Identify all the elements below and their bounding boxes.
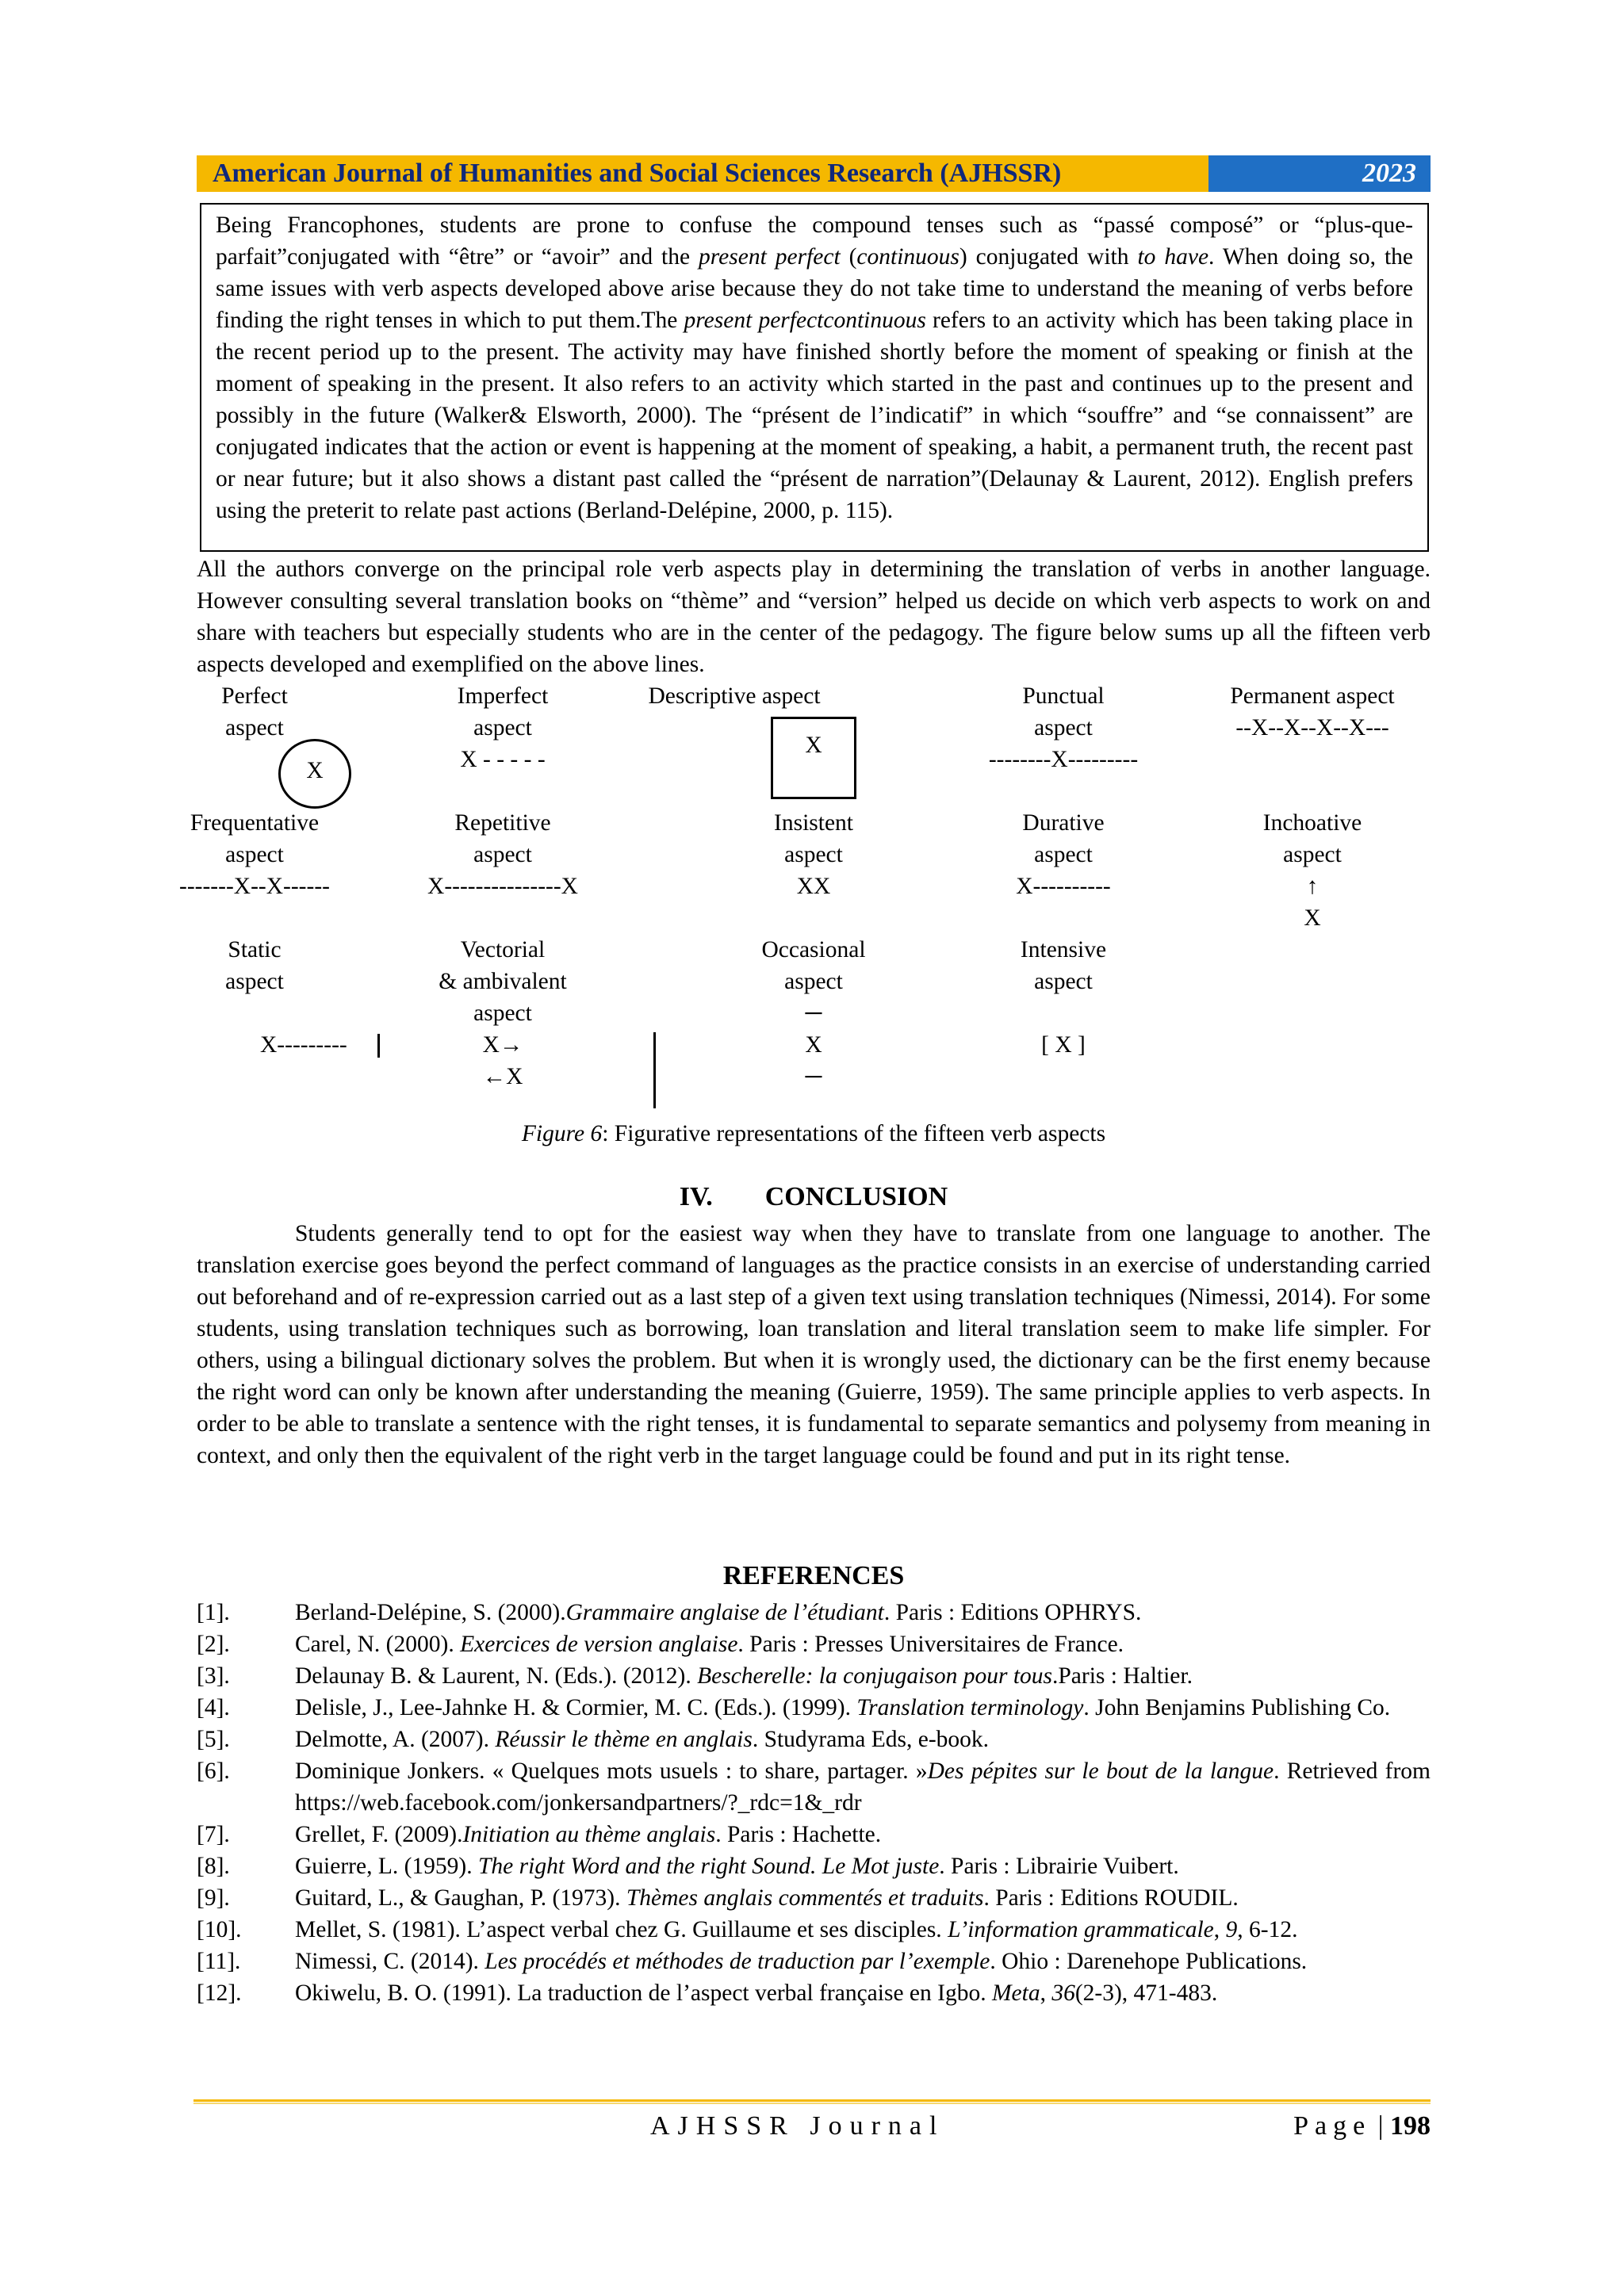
vectorial-aspect-label: Vectorial & ambivalent aspect bbox=[439, 937, 567, 1026]
reference-item bbox=[197, 1946, 1431, 1977]
reference-number: [7]. bbox=[197, 1822, 230, 1847]
references-list bbox=[197, 1597, 1431, 2009]
reference-item bbox=[197, 1850, 1431, 1882]
reference-item bbox=[197, 1692, 1431, 1724]
repetitive-aspect-symbol: X---------------X bbox=[427, 874, 578, 899]
permanent-aspect-symbol: --X--X--X--X--- bbox=[1235, 715, 1389, 740]
durative-aspect-symbol: X---------- bbox=[1016, 874, 1111, 899]
reference-text: Delisle, J., Lee-Jahnke H. & Cormier, M. C. (Eds.). (1999). Translation terminology. John Benjamins Publishing Co. bbox=[295, 1695, 1391, 1720]
reference-text: Carel, N. (2000). Exercices de version anglaise. Paris : Presses Universitaires de France. bbox=[295, 1632, 1124, 1657]
footer-rule bbox=[193, 2099, 1431, 2104]
footer-page: Page | 198 bbox=[1293, 2111, 1431, 2141]
occasional-aspect-symbol: X bbox=[805, 1032, 822, 1058]
box-text-segment: Being Francophones, students are prone to confuse the compound tenses such as “passé composé” or “plus-que-parfait”conjugated with “être” or “avoir” and the bbox=[216, 212, 1413, 270]
conclusion-section bbox=[197, 1218, 1431, 1471]
box-text-segment: ) conjugated with bbox=[959, 244, 1138, 270]
reference-number: [6]. bbox=[197, 1758, 230, 1784]
conclusion-paragraph: Students generally tend to opt for the easiest way when they have to translate from one language to another. The translation exercise goes beyond the perfect command of languages as the practice consists in an exercise of understanding carried out beforehand and of re-expression carried out as a last step of a given text using translation techniques (Nimessi, 2014). For some students, using translation techniques such as borrowing, loan translation and literal translation seem to make life simpler. For others, using a bilingual dictionary solves the problem. But when it is wrongly used, the dictionary can be the first enemy because the right word can only be known after understanding the meaning (Guierre, 1959). The same principle applies to verb aspects. In order to be able to translate a sentence with the right tenses, it is fundamental to separate semantics and polysemy from meaning in context, and only then the equivalent of the right verb in the target language could be found and put in its right tense. bbox=[197, 1221, 1431, 1468]
figure-caption: Figure 6: Figurative representations of the fifteen verb aspects bbox=[521, 1121, 1106, 1146]
reference-number: [12]. bbox=[197, 1980, 242, 2006]
descriptive-aspect-label: Descriptive aspect bbox=[648, 683, 821, 709]
reference-text: Delmotte, A. (2007). Réussir le thème en anglais. Studyrama Eds, e-book. bbox=[295, 1727, 990, 1752]
reference-text: Grellet, F. (2009).Initiation au thème anglais. Paris : Hachette. bbox=[295, 1822, 882, 1847]
reference-number: [4]. bbox=[197, 1695, 230, 1720]
up-arrow-icon: ↑ bbox=[1306, 874, 1319, 899]
permanent-aspect-label: Permanent aspect bbox=[1230, 683, 1395, 709]
occasional-dash-top: ─ bbox=[805, 1001, 822, 1026]
frequentative-aspect-label: Frequentative aspect bbox=[190, 810, 320, 867]
reference-item bbox=[197, 1597, 1431, 1628]
vectorial-aspect-bar bbox=[653, 1032, 656, 1108]
intensive-aspect-symbol: [ X ] bbox=[1041, 1032, 1086, 1058]
box-text-segment: refers to an activity which has been taking place in the recent period up to the present. The activity may have finished shortly before the moment of speaking or finish at the moment of speaking in the present. It also refers to an activity which started in the past and continues up to the present and possibly in the future (Walker& Elsworth, 2000). The “présent de l’indicatif” in which “souffre” and “se connaissent” are conjugated indicates that the action or event is happening at the moment of speaking, a habit, a permanent truth, the recent past or near future; but it also shows a distant past called the “présent de narration”(Delaunay & Laurent, 2012). English prefers using the preterit to relate past actions (Berland-Delépine, 2000, p. 115). bbox=[216, 308, 1413, 523]
footer-journal: AJHSSR Journal bbox=[650, 2111, 945, 2141]
reference-text: Dominique Jonkers. « Quelques mots usuels : to share, partager. »Des pépites sur le bout de la langue. Retrieved from https://web.facebook.com/jonkersandpartners/?_rdc=1&_rdr bbox=[295, 1758, 1431, 1816]
box-text-segment: present perfectcontinuous bbox=[684, 308, 926, 333]
reference-number: [2]. bbox=[197, 1632, 230, 1657]
reference-item bbox=[197, 1628, 1431, 1660]
frequentative-aspect-symbol: -------X--X------ bbox=[179, 874, 330, 899]
section-heading: IV. CONCLUSION bbox=[679, 1182, 948, 1211]
reference-number: [11]. bbox=[197, 1949, 241, 1974]
body-paragraph bbox=[197, 553, 1431, 680]
insistent-aspect-label: Insistent aspect bbox=[774, 810, 853, 867]
static-aspect-symbol: X--------- bbox=[260, 1032, 347, 1058]
vectorial-aspect-symbol-left: ←X bbox=[482, 1064, 523, 1089]
journal-header bbox=[197, 155, 1431, 192]
reference-number: [10]. bbox=[197, 1917, 242, 1942]
reference-number: [5]. bbox=[197, 1727, 230, 1752]
reference-number: [1]. bbox=[197, 1600, 230, 1625]
box-text-segment: . When doing so, the same issues with verb aspects developed above arise because they do not take time to understand the meaning of verbs before finding the right tenses in which to put them.The bbox=[216, 244, 1413, 333]
box-text-segment: present perfect bbox=[699, 244, 841, 270]
reference-text: Delaunay B. & Laurent, N. (Eds.). (2012). Bescherelle: la conjugaison pour tous.Paris : Haltier. bbox=[295, 1663, 1193, 1689]
repetitive-aspect-label: Repetitive aspect bbox=[454, 810, 551, 867]
reference-item bbox=[197, 1914, 1431, 1946]
occasional-dash-bottom: ─ bbox=[805, 1064, 822, 1089]
perfect-aspect-label: Perfect aspect bbox=[221, 683, 288, 740]
reference-item bbox=[197, 1977, 1431, 2009]
reference-text: Guierre, L. (1959). The right Word and the right Sound. Le Mot juste. Paris : Librairie Vuibert. bbox=[295, 1854, 1179, 1879]
punctual-aspect-symbol: --------X--------- bbox=[988, 747, 1139, 772]
reference-item bbox=[197, 1882, 1431, 1914]
box-text-segment: continuous bbox=[856, 244, 959, 270]
references-heading: REFERENCES bbox=[722, 1561, 905, 1590]
reference-item bbox=[197, 1660, 1431, 1692]
inchoative-aspect-label: Inchoative aspect bbox=[1262, 810, 1362, 867]
imperfect-aspect-symbol: X - - - - - bbox=[460, 747, 546, 772]
box-text-segment: ( bbox=[840, 244, 857, 270]
reference-number: [8]. bbox=[197, 1854, 230, 1879]
journal-year: 2023 bbox=[1208, 155, 1431, 192]
reference-text: Nimessi, C. (2014). Les procédés et méthodes de traduction par l’exemple. Ohio : Darenehope Publications. bbox=[295, 1949, 1308, 1974]
reference-text: Guitard, L., & Gaughan, P. (1973). Thèmes anglais commentés et traduits. Paris : Editions ROUDIL. bbox=[295, 1885, 1239, 1911]
intensive-aspect-label: Intensive aspect bbox=[1020, 937, 1107, 994]
quoted-box bbox=[200, 203, 1429, 552]
static-aspect-label: Static aspect bbox=[225, 937, 284, 994]
durative-aspect-label: Durative aspect bbox=[1022, 810, 1105, 867]
reference-number: [9]. bbox=[197, 1885, 230, 1911]
insistent-aspect-symbol: XX bbox=[796, 874, 831, 899]
reference-item bbox=[197, 1724, 1431, 1755]
vectorial-aspect-symbol-right: X→ bbox=[482, 1032, 523, 1058]
imperfect-aspect-label: Imperfect aspect bbox=[457, 683, 549, 740]
reference-item bbox=[197, 1819, 1431, 1850]
box-text-segment: to have bbox=[1137, 244, 1209, 270]
reference-text: Mellet, S. (1981). L’aspect verbal chez G. Guillaume et ses disciples. L’information grammaticale, 9, 6-12. bbox=[295, 1917, 1298, 1942]
occasional-aspect-label: Occasional aspect bbox=[761, 937, 866, 994]
static-aspect-bar bbox=[377, 1034, 380, 1058]
figure-6 bbox=[179, 680, 1431, 1132]
punctual-aspect-label: Punctual aspect bbox=[1022, 683, 1105, 740]
reference-number: [3]. bbox=[197, 1663, 230, 1689]
reference-text: Okiwelu, B. O. (1991). La traduction de l’aspect verbal française en Igbo. Meta, 36(2-3), 471-483. bbox=[295, 1980, 1218, 2006]
box-paragraph bbox=[216, 209, 1413, 526]
journal-title: American Journal of Humanities and Social Sciences Research (AJHSSR) bbox=[197, 155, 1208, 192]
reference-item bbox=[197, 1755, 1431, 1819]
reference-text: Berland-Delépine, S. (2000).Grammaire anglaise de l’étudiant. Paris : Editions OPHRYS. bbox=[295, 1600, 1142, 1625]
descriptive-aspect-symbol: X bbox=[805, 733, 822, 758]
inchoative-aspect-symbol: X bbox=[1304, 905, 1321, 931]
perfect-aspect-symbol: X bbox=[306, 758, 324, 783]
after-box-text: All the authors converge on the principal role verb aspects play in determining the translation of verbs in another language. However consulting several translation books on “thème” and “version” helped us decide on which verb aspects to work on and share with teachers but especially students who are in the center of the pedagogy. The figure below sums up all the fifteen verb aspects developed and exemplified on the above lines. bbox=[197, 557, 1431, 677]
